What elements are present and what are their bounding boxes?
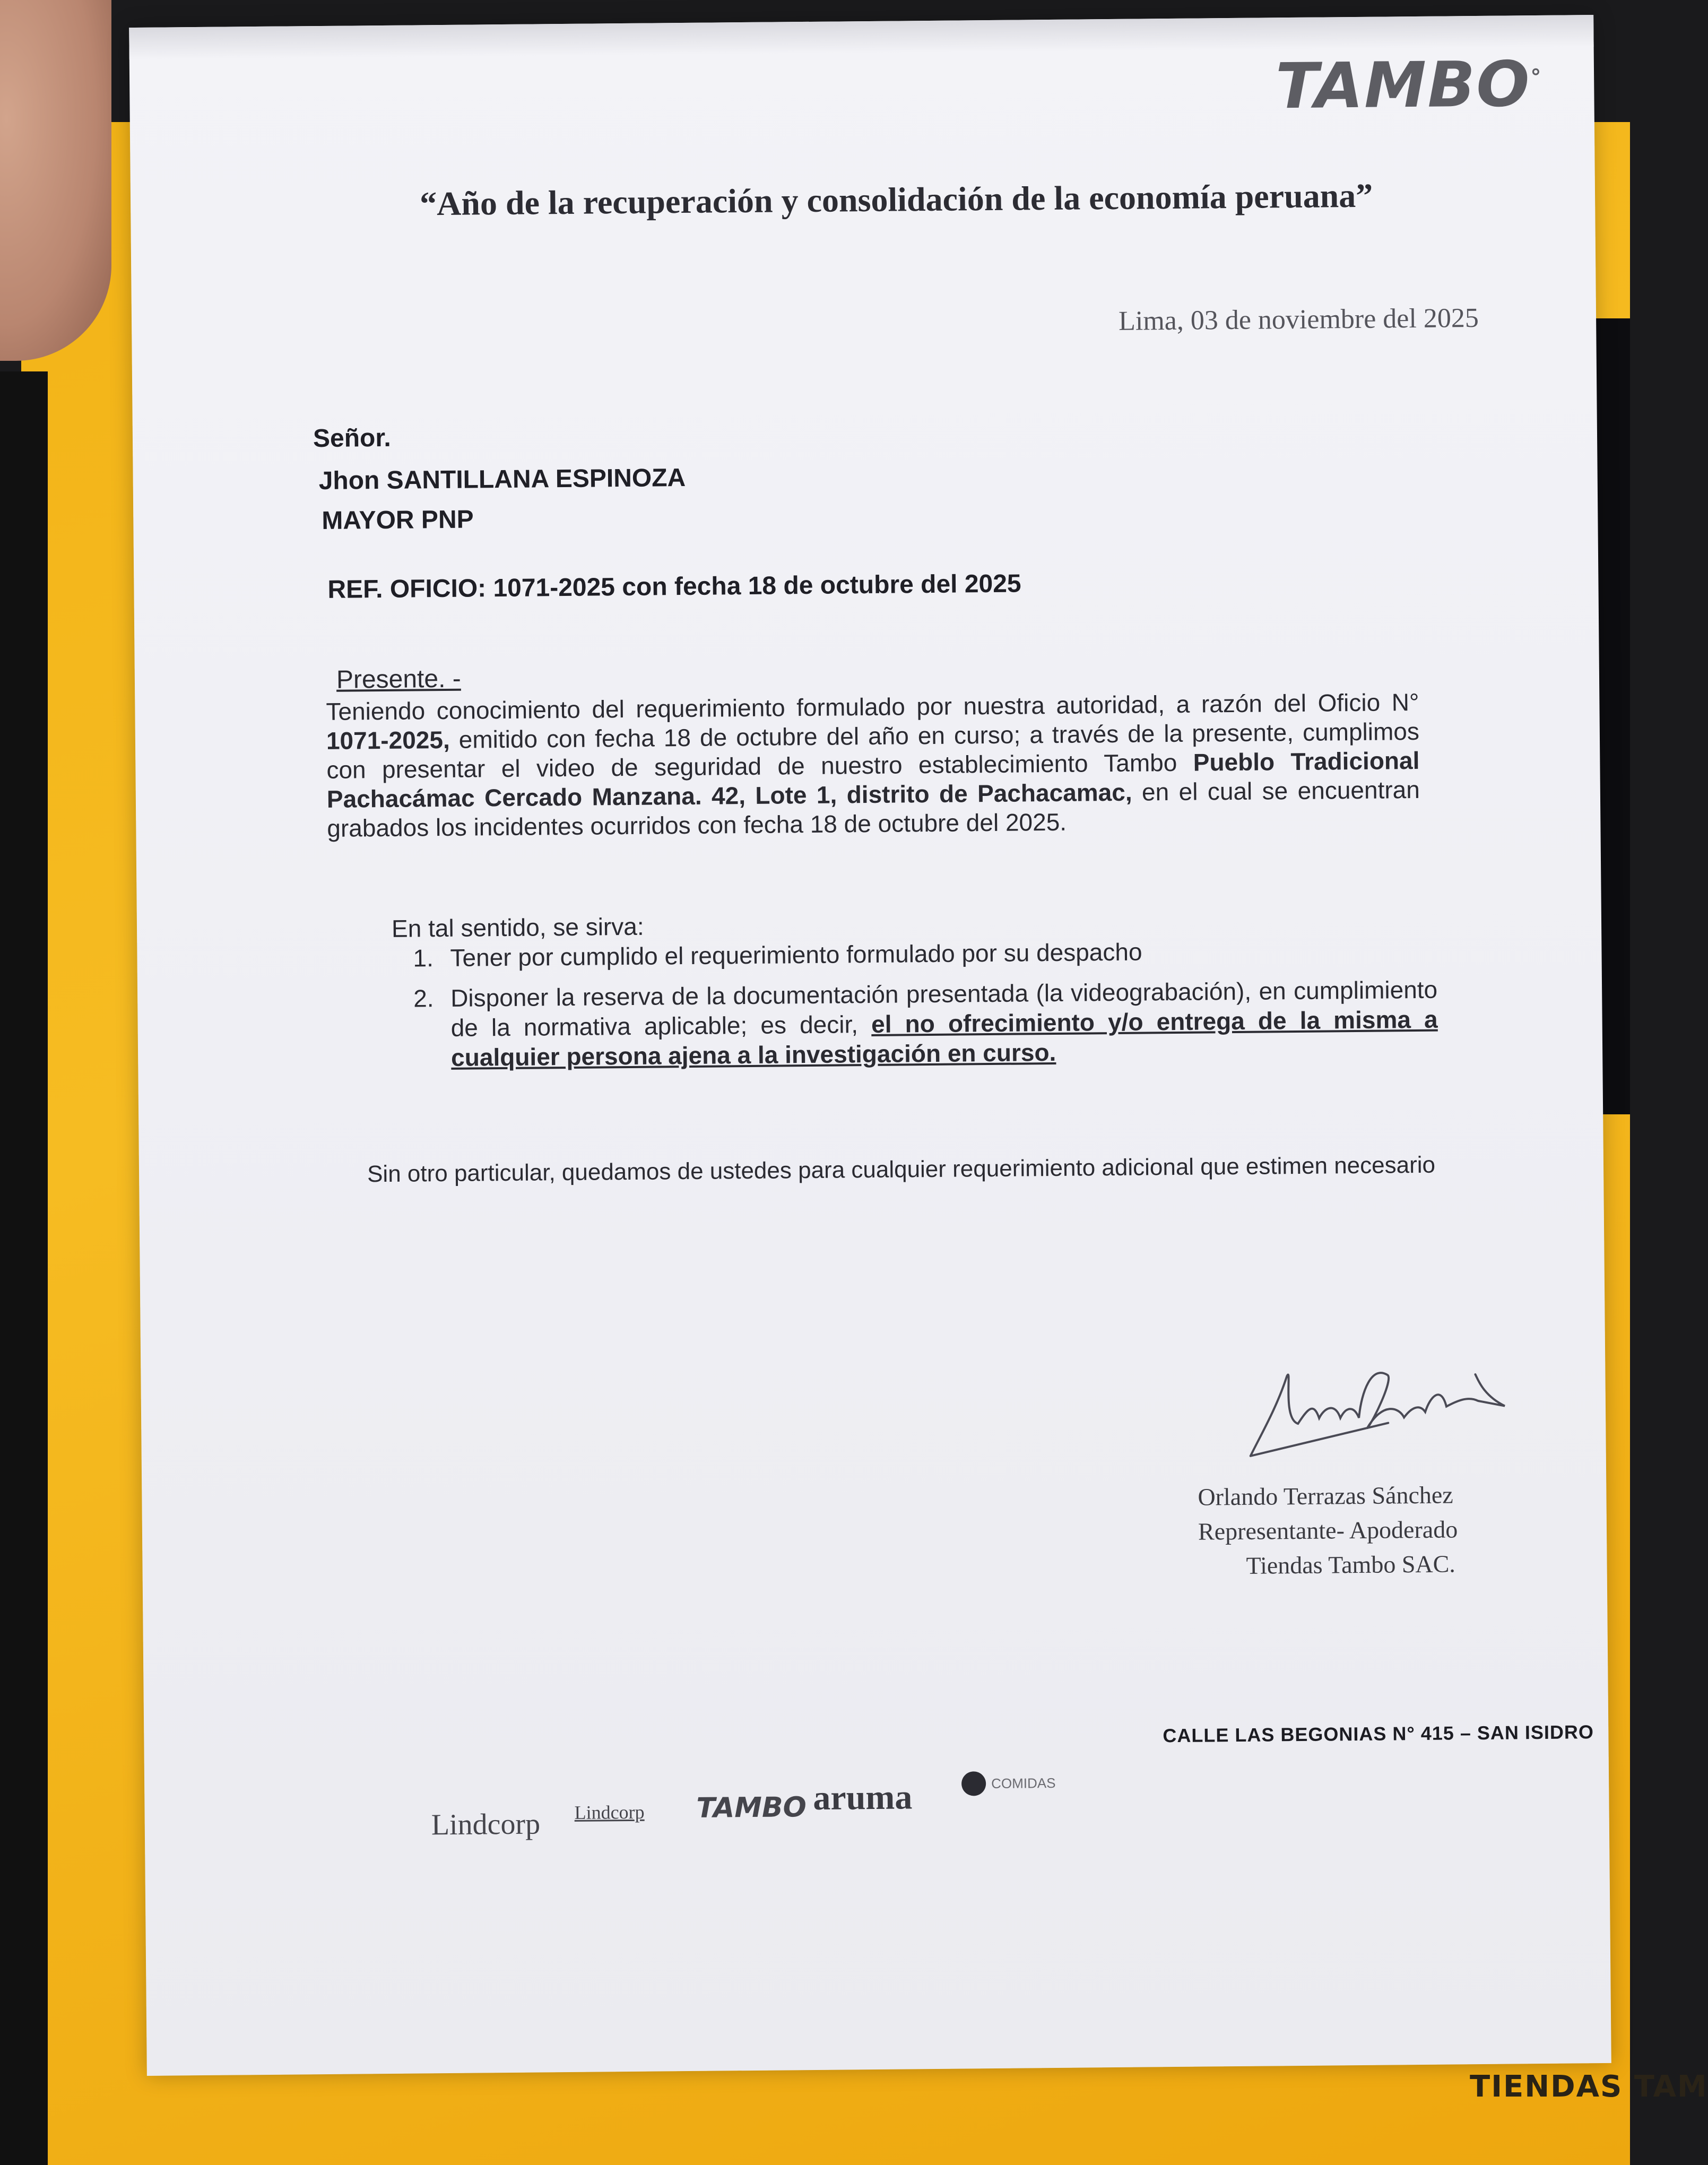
body-text-1: Teniendo conocimiento del requerimiento formulado por nuestra autoridad, a razón del Oficio N° xyxy=(326,688,1419,725)
comidas-logo-icon xyxy=(961,1771,986,1796)
comidas-logo-text: COMIDAS xyxy=(991,1774,1056,1791)
body-text-2: emitido con fecha 18 de octubre del año en curso; a través de la presente, cumplimos con presentar el video de seguridad de nuestro establecimiento Tambo xyxy=(326,717,1420,784)
list-item-emphasis: el no ofrecimiento y/o entrega de la misma a cualquier persona ajena a la investigación en curso. xyxy=(450,1005,1438,1071)
handwritten-signature xyxy=(1228,1343,1505,1473)
tambo-footer-logo: TAMBO xyxy=(696,1791,807,1824)
recipient-name: Jhon SANTILLANA ESPINOZA xyxy=(318,463,686,496)
dark-background-left xyxy=(0,371,48,2165)
date-line: Lima, 03 de noviembre del 2025 xyxy=(1118,302,1479,336)
signatory-role: Representante- Apoderado xyxy=(1198,1516,1458,1545)
recipient-rank: MAYOR PNP xyxy=(322,505,474,535)
comidas-logo xyxy=(961,1771,1056,1796)
body-bold-oficio: 1071-2025, xyxy=(326,725,450,755)
presente-line: Presente. - xyxy=(336,664,461,694)
envelope-print-text: TIENDAS TAM xyxy=(1470,2069,1708,2104)
aruma-logo: aruma xyxy=(813,1778,913,1817)
list-item-number: 2. xyxy=(413,984,434,1012)
recipient-salutation: Señor. xyxy=(313,423,391,453)
tambo-logo: TAMBO° xyxy=(1275,47,1542,123)
letter-paper xyxy=(129,15,1611,2076)
list-item xyxy=(413,975,1438,1073)
body-bold-address: Pueblo Tradicional Pachacámac Cercado Manzana. 42, Lote 1, distrito de Pachacamac, xyxy=(326,746,1420,813)
list-item-text-plain: Tener por cumplido el requerimiento formulado por su despacho xyxy=(450,938,1142,972)
year-motto: “Año de la recuperación y consolidación de la economía peruana” xyxy=(419,176,1373,223)
signatory-name: Orlando Terrazas Sánchez xyxy=(1198,1481,1453,1511)
finger xyxy=(0,0,111,361)
list-item-number: 1. xyxy=(413,944,434,972)
request-list xyxy=(413,934,1438,1084)
lindcorp-logo: Lindcorp xyxy=(431,1807,541,1842)
footer-address: CALLE LAS BEGONIAS N° 415 – SAN ISIDRO xyxy=(1163,1721,1594,1747)
list-item-text xyxy=(450,975,1438,1072)
reference-line: REF. OFICIO: 1071-2025 con fecha 18 de octubre del 2025 xyxy=(327,569,1021,604)
closing-line: Sin otro particular, quedamos de ustedes para cualquier requerimiento adicional que estimen necesario xyxy=(367,1151,1436,1188)
body-paragraph xyxy=(326,688,1420,843)
lindcorp-small-logo: Lindcorp xyxy=(574,1801,645,1823)
signatory-company: Tiendas Tambo SAC. xyxy=(1246,1550,1456,1579)
list-item-text-plain: Disponer la reserva de la documentación presentada (la videograbación), en cumplimiento de la normativa aplicable; es decir, xyxy=(450,975,1438,1042)
tal-sentido-line: En tal sentido, se sirva: xyxy=(391,912,644,942)
body-text-3: en el cual se encuentran grabados los incidentes ocurridos con fecha 18 de octubre del 2025. xyxy=(327,775,1420,842)
